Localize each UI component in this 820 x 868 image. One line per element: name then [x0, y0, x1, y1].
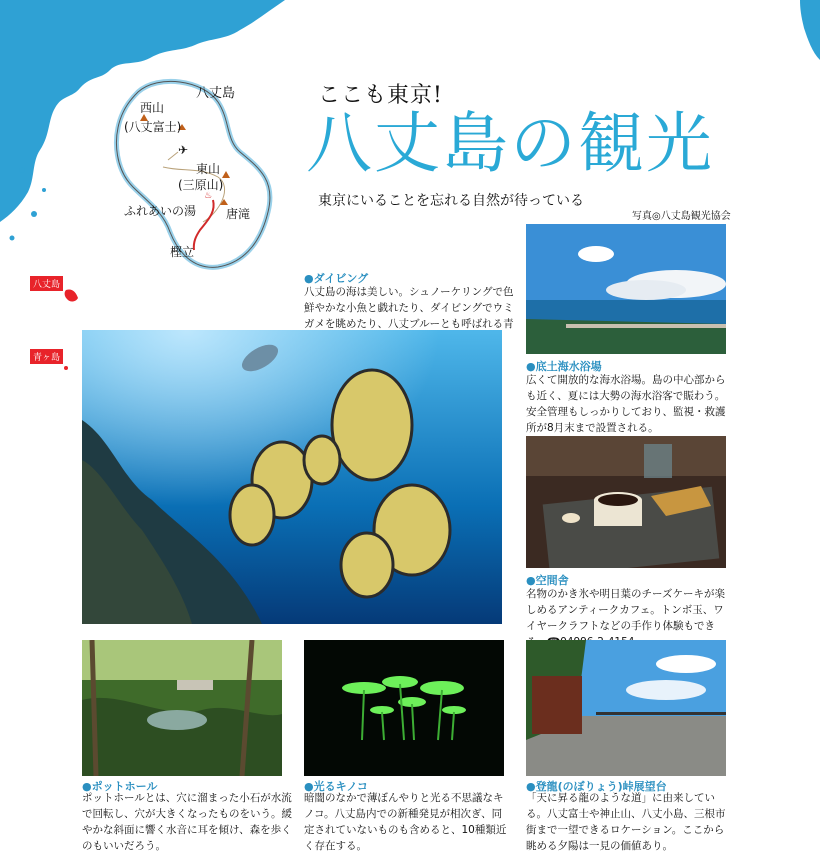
beach-text: 広くて開放的な海水浴場。島の中心部からも近く、夏には大勢の海水浴客で賑わう。安全管理もしっかりしており、監視・救護所が8月末まで設置される。: [526, 374, 726, 434]
airport-icon: ✈: [178, 143, 189, 157]
mushroom-text: 暗闇のなかで薄ぼんやりと光る不思議なキノコ。八丈島内での新種発見が相次ぎ、同定されていないものも含めると、10種類近く存在する。: [304, 792, 507, 852]
mushroom-title: ●光るキノコ: [304, 780, 368, 793]
beach-title: ●底土海水浴場: [526, 360, 602, 373]
cafe-photo: [526, 436, 726, 568]
lookout-title: ●登龍(のぼりょう)峠展望台: [526, 780, 667, 793]
lookout-photo: [526, 640, 726, 776]
cafe-title: ●空間舎: [526, 574, 569, 587]
onsen-icon: ♨: [204, 191, 213, 201]
cafe-text: 名物のかき氷や明日葉のチーズケーキが楽しめるアンティークカフェ。トンボ玉、ワイヤークラフトなどの手作り体験もでき: [526, 588, 725, 632]
map-east-mountain: 東山: [196, 162, 221, 176]
map-east-mountain-alias: (三原山): [178, 178, 224, 192]
map-hot-spring: ふれあいの湯: [124, 204, 197, 218]
map-island-name: 八丈島: [196, 86, 236, 101]
inset-tag-aogashima: 青ヶ島: [30, 349, 63, 364]
pothole-photo: [82, 640, 282, 776]
mushroom-photo: [304, 640, 504, 776]
page-subtitle: 東京にいることを忘れる自然が待っている: [318, 193, 584, 209]
inset-island-aogashima: [64, 366, 68, 370]
lookout-text: 「天に昇る龍のような道」に由来している。八丈富士や神止山、八丈小島、三根市街まで一望できるロケーション。ここから眺める夕陽は一見の価値あり。: [526, 792, 726, 852]
inset-island-hachijo: [62, 286, 82, 306]
inset-tag-hachijo: 八丈島: [30, 276, 63, 291]
map-place: 樫立: [170, 245, 195, 259]
pothole-title: ●ポットホール: [82, 780, 158, 793]
photo-credit: 写真◎八丈島観光協会: [632, 211, 731, 222]
map-west-mountain: 西山: [140, 101, 165, 115]
map-west-mountain-alias: (八丈富士): [124, 120, 182, 134]
page-title: 八丈島の観光: [306, 105, 714, 182]
pothole-text: ポットホールとは、穴に溜まった小石が水流で回転し、穴が大きくなったものをいう。緩やかな斜面に響く水音に耳を傾け、森を歩くのもいいだろう。: [82, 792, 292, 852]
coastline-right: [800, 0, 820, 60]
kicker-text: ここも東京!: [318, 83, 443, 108]
beach-photo: [526, 224, 726, 354]
diving-text: 八丈島の海は美しい。シュノーケリングで色鮮やかな小魚と戯れたり、ダイビングでウミガメを眺めたり、八丈ブルーとも呼ばれる青: [304, 286, 514, 330]
diving-title: ●ダイビング: [304, 272, 369, 285]
diving-photo: [82, 330, 502, 624]
map-waterfall: 唐滝: [226, 207, 251, 221]
